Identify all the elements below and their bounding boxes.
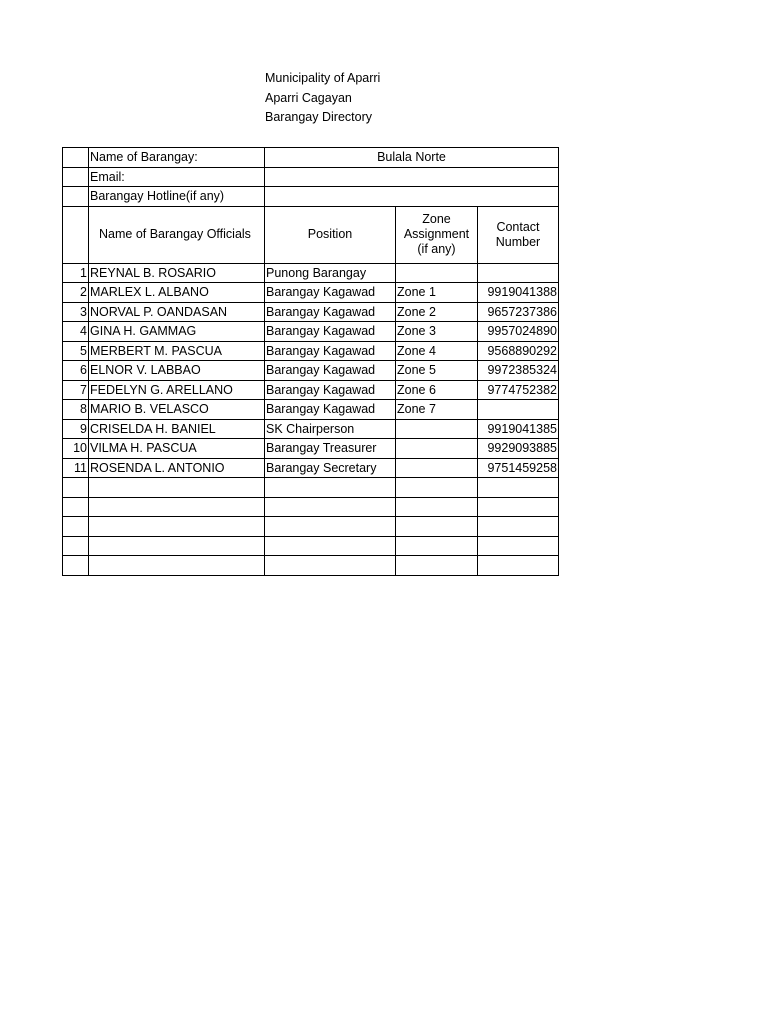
row-number[interactable]: 11: [63, 458, 89, 478]
empty-table-row: [63, 536, 559, 556]
official-name[interactable]: MARIO B. VELASCO: [89, 400, 265, 420]
empty-cell[interactable]: [396, 556, 478, 576]
empty-table-row: [63, 478, 559, 498]
empty-cell[interactable]: [265, 478, 396, 498]
zone-header-line2: Assignment: [403, 227, 470, 241]
empty-cell[interactable]: [89, 536, 265, 556]
row-number[interactable]: 2: [63, 283, 89, 303]
official-name[interactable]: MARLEX L. ALBANO: [89, 283, 265, 303]
official-contact[interactable]: 9957024890: [478, 322, 559, 342]
official-contact[interactable]: 9972385324: [478, 361, 559, 381]
official-zone[interactable]: Zone 2: [396, 302, 478, 322]
official-position[interactable]: Barangay Kagawad: [265, 400, 396, 420]
official-zone[interactable]: Zone 4: [396, 341, 478, 361]
official-zone[interactable]: [396, 263, 478, 283]
official-position[interactable]: Barangay Kagawad: [265, 380, 396, 400]
empty-cell[interactable]: [89, 556, 265, 576]
hotline-label: Barangay Hotline(if any): [89, 187, 265, 207]
barangay-name-label: Name of Barangay:: [89, 148, 265, 168]
official-zone[interactable]: Zone 3: [396, 322, 478, 342]
official-contact[interactable]: 9774752382: [478, 380, 559, 400]
row-number-cell: [63, 167, 89, 187]
email-label: Email:: [89, 167, 265, 187]
email-value[interactable]: [265, 167, 559, 187]
empty-cell[interactable]: [63, 556, 89, 576]
official-contact[interactable]: 9657237386: [478, 302, 559, 322]
column-header-row: [63, 206, 559, 263]
official-name[interactable]: GINA H. GAMMAG: [89, 322, 265, 342]
empty-table-row: [63, 517, 559, 537]
official-position[interactable]: Barangay Kagawad: [265, 302, 396, 322]
official-contact[interactable]: [478, 400, 559, 420]
official-position[interactable]: Barangay Secretary: [265, 458, 396, 478]
table-row: [63, 439, 559, 459]
table-row: [63, 263, 559, 283]
barangay-name-row: [63, 148, 559, 168]
empty-cell[interactable]: [265, 556, 396, 576]
official-contact[interactable]: 9751459258: [478, 458, 559, 478]
official-zone[interactable]: Zone 1: [396, 283, 478, 303]
empty-cell[interactable]: [396, 497, 478, 517]
empty-cell[interactable]: [478, 478, 559, 498]
table-row: [63, 400, 559, 420]
official-zone[interactable]: [396, 458, 478, 478]
table-row: [63, 302, 559, 322]
table-row: [63, 283, 559, 303]
row-number[interactable]: 3: [63, 302, 89, 322]
empty-cell[interactable]: [478, 517, 559, 537]
official-position[interactable]: Barangay Kagawad: [265, 341, 396, 361]
zone-header-line1: Zone: [422, 212, 451, 226]
province-title: Aparri Cagayan: [265, 90, 352, 105]
official-name[interactable]: ROSENDA L. ANTONIO: [89, 458, 265, 478]
official-name[interactable]: ELNOR V. LABBAO: [89, 361, 265, 381]
empty-cell[interactable]: [265, 497, 396, 517]
zone-header-line3: (if any): [417, 242, 456, 256]
official-zone[interactable]: [396, 419, 478, 439]
official-name[interactable]: NORVAL P. OANDASAN: [89, 302, 265, 322]
official-contact[interactable]: 9919041388: [478, 283, 559, 303]
directory-title: Barangay Directory: [265, 110, 372, 124]
row-number[interactable]: 10: [63, 439, 89, 459]
table-row: [63, 419, 559, 439]
official-contact[interactable]: 9929093885: [478, 439, 559, 459]
row-number[interactable]: 9: [63, 419, 89, 439]
position-header: Position: [265, 206, 396, 263]
empty-cell[interactable]: [265, 536, 396, 556]
table-row: [63, 380, 559, 400]
empty-cell[interactable]: [478, 536, 559, 556]
row-number[interactable]: 7: [63, 380, 89, 400]
empty-cell[interactable]: [63, 497, 89, 517]
table-row: [63, 458, 559, 478]
official-contact[interactable]: 9919041385: [478, 419, 559, 439]
empty-cell[interactable]: [478, 497, 559, 517]
empty-cell[interactable]: [63, 478, 89, 498]
hotline-value[interactable]: [265, 187, 559, 207]
row-number-cell: [63, 187, 89, 207]
row-number[interactable]: 6: [63, 361, 89, 381]
official-zone[interactable]: [396, 439, 478, 459]
document-header: [265, 69, 380, 128]
municipality-title: Municipality of Aparri: [265, 71, 381, 85]
empty-cell[interactable]: [63, 517, 89, 537]
table-row: [63, 361, 559, 381]
official-name[interactable]: VILMA H. PASCUA: [89, 439, 265, 459]
empty-cell[interactable]: [478, 556, 559, 576]
row-number[interactable]: 1: [63, 263, 89, 283]
empty-cell[interactable]: [89, 497, 265, 517]
empty-cell[interactable]: [265, 517, 396, 537]
empty-cell[interactable]: [89, 517, 265, 537]
empty-cell[interactable]: [63, 536, 89, 556]
empty-cell[interactable]: [396, 478, 478, 498]
official-name[interactable]: FEDELYN G. ARELLANO: [89, 380, 265, 400]
email-row: [63, 167, 559, 187]
empty-table-row: [63, 497, 559, 517]
hotline-row: [63, 187, 559, 207]
row-number-header: [63, 206, 89, 263]
official-position[interactable]: Barangay Kagawad: [265, 283, 396, 303]
table-row: [63, 341, 559, 361]
official-position[interactable]: SK Chairperson: [265, 419, 396, 439]
official-contact[interactable]: [478, 263, 559, 283]
official-name[interactable]: MERBERT M. PASCUA: [89, 341, 265, 361]
empty-cell[interactable]: [396, 517, 478, 537]
row-number[interactable]: 8: [63, 400, 89, 420]
empty-cell[interactable]: [396, 536, 478, 556]
official-zone[interactable]: Zone 7: [396, 400, 478, 420]
zone-assignment-header: [396, 206, 478, 263]
row-number-cell: [63, 148, 89, 168]
barangay-directory-table: [62, 147, 559, 576]
contact-number-header: [478, 206, 559, 263]
official-name[interactable]: REYNAL B. ROSARIO: [89, 263, 265, 283]
empty-table-row: [63, 556, 559, 576]
row-number[interactable]: 5: [63, 341, 89, 361]
empty-cell[interactable]: [89, 478, 265, 498]
official-zone[interactable]: Zone 5: [396, 361, 478, 381]
official-position[interactable]: Barangay Kagawad: [265, 322, 396, 342]
official-name[interactable]: CRISELDA H. BANIEL: [89, 419, 265, 439]
officials-name-header: Name of Barangay Officials: [89, 206, 265, 263]
official-position[interactable]: Punong Barangay: [265, 263, 396, 283]
barangay-name-value[interactable]: Bulala Norte: [265, 148, 559, 168]
row-number[interactable]: 4: [63, 322, 89, 342]
contact-header-line1: Contact: [496, 219, 540, 234]
table-row: [63, 322, 559, 342]
official-contact[interactable]: 9568890292: [478, 341, 559, 361]
official-position[interactable]: Barangay Treasurer: [265, 439, 396, 459]
official-position[interactable]: Barangay Kagawad: [265, 361, 396, 381]
official-zone[interactable]: Zone 6: [396, 380, 478, 400]
contact-header-line2: Number: [495, 234, 541, 249]
